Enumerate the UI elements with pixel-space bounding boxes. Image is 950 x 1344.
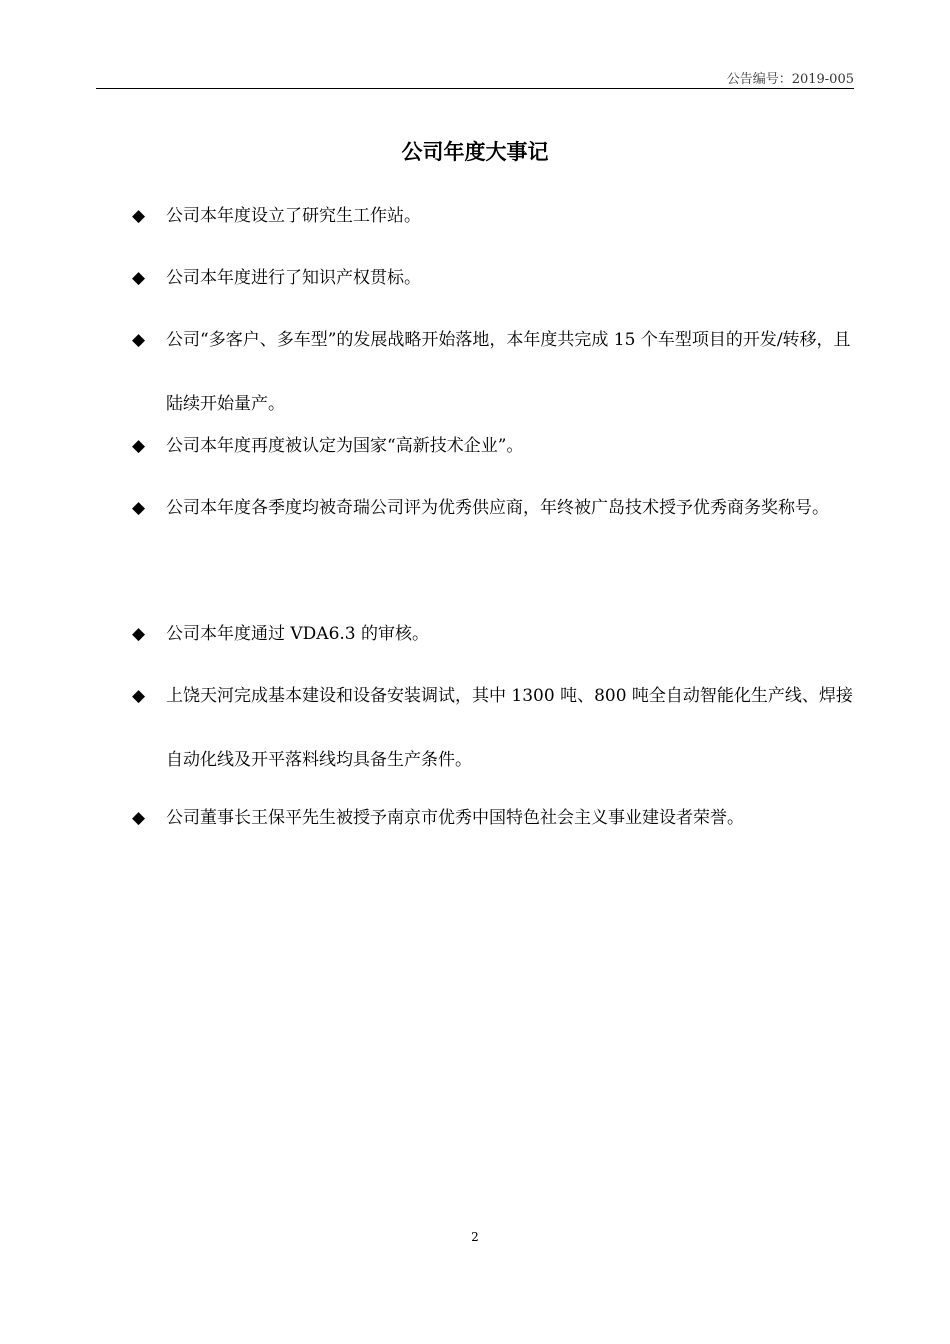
event-text: 公司本年度进行了知识产权贯标。	[166, 268, 421, 288]
diamond-bullet-icon: ◆	[132, 436, 146, 456]
page-title: 公司年度大事记	[401, 140, 549, 164]
announcement-number: 公告编号：2019-005	[726, 72, 854, 87]
diamond-bullet-icon: ◆	[132, 686, 146, 706]
event-text: 公司本年度通过 VDA6.3 的审核。	[166, 624, 430, 644]
event-text: 上饶天河完成基本建设和设备安装调试，其中 1300 吨、800 吨全自动智能化生产线、焊接自动化线及开平落料线均具备生产条件。	[166, 686, 853, 770]
diamond-bullet-icon: ◆	[132, 808, 146, 828]
diamond-bullet-icon: ◆	[132, 206, 146, 226]
diamond-bullet-icon: ◆	[132, 268, 146, 288]
event-text: 公司董事长王保平先生被授予南京市优秀中国特色社会主义事业建设者荣誉。	[166, 808, 744, 828]
page-number: 2	[471, 1230, 479, 1244]
diamond-bullet-icon: ◆	[132, 330, 146, 350]
event-text: 公司本年度各季度均被奇瑞公司评为优秀供应商，年终被广岛技术授予优秀商务奖称号。	[166, 498, 829, 518]
event-text: 公司本年度再度被认定为国家“高新技术企业”。	[166, 436, 524, 456]
diamond-bullet-icon: ◆	[132, 624, 146, 644]
diamond-bullet-icon: ◆	[132, 498, 146, 518]
event-text: 公司“多客户、多车型”的发展战略开始落地，本年度共完成 15 个车型项目的开发/转移，且陆续开始量产。	[166, 330, 851, 414]
event-text: 公司本年度设立了研究生工作站。	[166, 206, 421, 226]
